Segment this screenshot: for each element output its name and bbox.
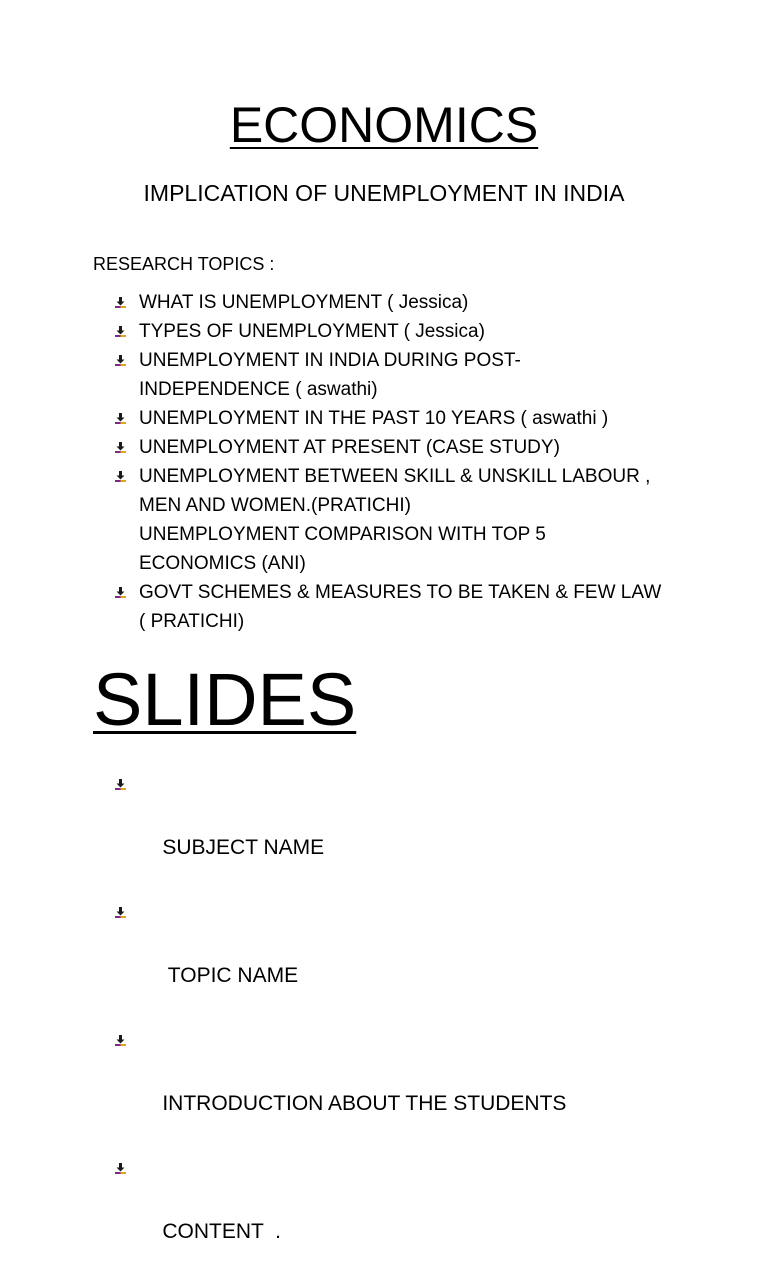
list-item-text: MEN AND WOMEN.(PRATICHI) xyxy=(139,495,411,516)
list-item-text: UNEMPLOYMENT COMPARISON WITH TOP 5 xyxy=(139,524,546,545)
arrow-down-bullet-icon xyxy=(115,1163,126,1174)
list-item-text: CONTENT . xyxy=(162,1220,281,1243)
arrow-down-bullet-icon xyxy=(115,779,126,790)
list-item xyxy=(113,433,683,462)
list-item-text: UNEMPLOYMENT AT PRESENT (CASE STUDY) xyxy=(139,437,560,458)
list-item-text: UNEMPLOYMENT IN THE PAST 10 YEARS ( aswathi ) xyxy=(139,408,609,429)
document-title: ECONOMICS xyxy=(229,97,539,153)
list-item-text: UNEMPLOYMENT BETWEEN SKILL & UNSKILL LABOUR , xyxy=(139,466,651,487)
list-item xyxy=(113,346,683,404)
arrow-down-bullet-icon xyxy=(115,297,126,308)
list-item xyxy=(113,578,683,636)
list-item xyxy=(113,404,683,433)
list-item-text: GOVT SCHEMES & MEASURES TO BE TAKEN & FEW LAW xyxy=(139,582,662,603)
list-item xyxy=(113,462,683,578)
list-item-text: SUBJECT NAME xyxy=(162,836,325,859)
list-item xyxy=(113,288,683,317)
arrow-down-bullet-icon xyxy=(115,1035,126,1046)
research-topics-list xyxy=(113,288,683,636)
arrow-down-bullet-icon xyxy=(115,442,126,453)
list-item-text: INTRODUCTION ABOUT THE STUDENTS xyxy=(162,1092,567,1115)
arrow-down-bullet-icon xyxy=(115,907,126,918)
list-item-text: TYPES OF UNEMPLOYMENT ( Jessica) xyxy=(139,321,485,342)
list-item-text: ECONOMICS (ANI) xyxy=(139,553,306,574)
arrow-down-bullet-icon xyxy=(115,413,126,424)
arrow-down-bullet-icon xyxy=(115,326,126,337)
slide-items-list xyxy=(113,768,566,1280)
document-subtitle: IMPLICATION OF UNEMPLOYMENT IN INDIA xyxy=(143,180,625,206)
list-item-text: WHAT IS UNEMPLOYMENT ( Jessica) xyxy=(139,292,469,313)
slides-heading: SLIDES xyxy=(93,658,357,741)
list-item xyxy=(113,317,683,346)
arrow-down-bullet-icon xyxy=(115,355,126,366)
arrow-down-bullet-icon xyxy=(115,587,126,598)
list-item-text: TOPIC NAME xyxy=(162,964,299,987)
arrow-down-bullet-icon xyxy=(115,471,126,482)
list-item xyxy=(113,1152,566,1280)
list-item-text: UNEMPLOYMENT IN INDIA DURING POST- xyxy=(139,350,521,371)
research-topics-label: RESEARCH TOPICS : xyxy=(93,254,275,274)
list-item-text: ( PRATICHI) xyxy=(139,611,245,632)
list-item-text: INDEPENDENCE ( aswathi) xyxy=(139,379,378,400)
list-item xyxy=(113,768,566,896)
list-item xyxy=(113,1024,566,1152)
list-item xyxy=(113,896,566,1024)
